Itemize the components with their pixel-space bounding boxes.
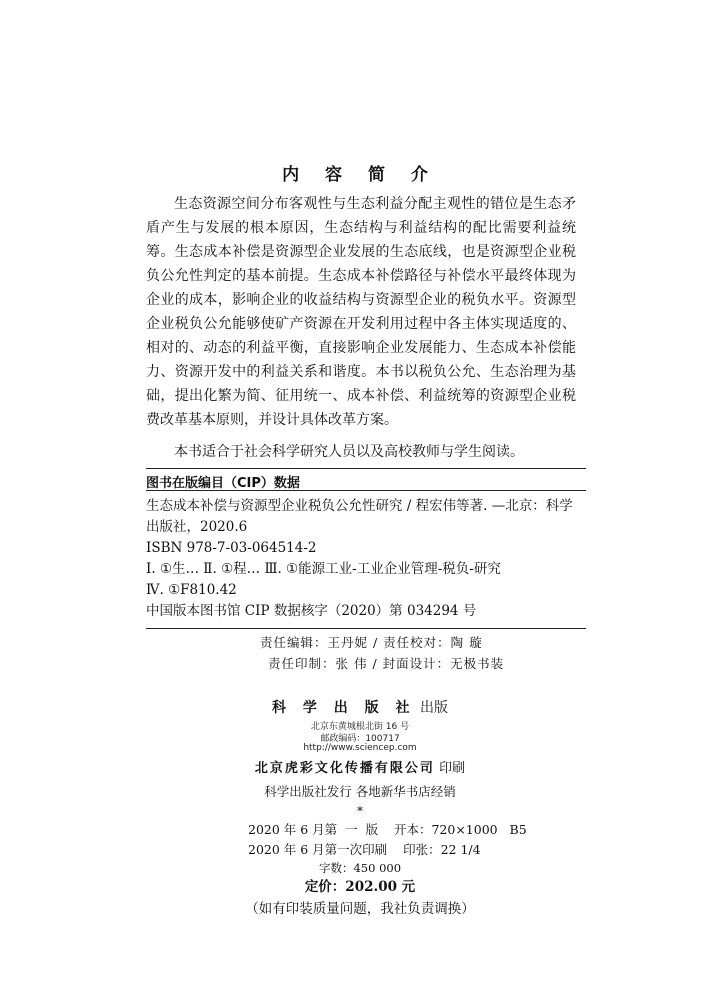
summary-body bbox=[146, 192, 576, 464]
distribution-line: 科学出版社发行 各地新华书店经销 bbox=[264, 784, 456, 799]
cip-line: Ⅰ. ①生… Ⅱ. ①程… Ⅲ. ①能源工业-工业企业管理-税负-研究 bbox=[146, 561, 501, 577]
cip-bottom-rule bbox=[146, 628, 586, 629]
summary-title: 内 容 简 介 bbox=[282, 165, 438, 185]
publisher-name: 科 学 出 版 社 bbox=[272, 700, 416, 716]
printer-suffix: 印刷 bbox=[434, 761, 466, 776]
price: 定价：202.00 元 bbox=[304, 879, 416, 895]
cip-line: 出版社，2020.6 bbox=[146, 519, 248, 535]
separator-star: * bbox=[357, 804, 363, 818]
cip-heading-rule bbox=[146, 490, 586, 491]
cip-top-rule bbox=[146, 468, 586, 469]
cip-line: 中国版本图书馆 CIP 数据核字（2020）第 034294 号 bbox=[146, 603, 477, 619]
printing-line: 2020 年 6 月第一次印刷 印张：22 1/4 bbox=[248, 842, 481, 857]
quality-note: （如有印装质量问题，我社负责调换） bbox=[245, 901, 475, 917]
edition-line: 2020 年 6 月第 一 版 开本：720×1000 B5 bbox=[248, 822, 527, 837]
summary-paragraph: 本书适合于社会科学研究人员以及高校教师与学生阅读。 bbox=[174, 444, 524, 460]
printer-name: 北京虎彩文化传播有限公司 bbox=[254, 761, 435, 776]
cip-heading: 图书在版编目（CIP）数据 bbox=[146, 476, 300, 491]
word-count: 字数：450 000 bbox=[318, 861, 402, 875]
cip-line: Ⅳ. ①F810.42 bbox=[146, 582, 237, 598]
publisher-suffix: 出版 bbox=[415, 700, 448, 716]
cip-line: 生态成本补偿与资源型企业税负公允性研究 / 程宏伟等著. —北京：科学 bbox=[146, 498, 573, 514]
production-credits: 责任印制：张 伟 / 封面设计：无极书装 bbox=[268, 656, 505, 671]
cip-body bbox=[146, 496, 586, 622]
publisher-postcode: 邮政编码：100717 bbox=[320, 734, 400, 744]
publisher-address: 北京东黄城根北街 16 号 bbox=[310, 722, 410, 732]
cip-line: ISBN 978-7-03-064514-2 bbox=[146, 540, 317, 556]
publisher-line bbox=[0, 697, 720, 717]
printer-line bbox=[0, 757, 720, 776]
editor-credits: 责任编辑：王丹妮 / 责任校对：陶 璇 bbox=[260, 635, 483, 650]
publisher-url: http://www.sciencep.com bbox=[303, 743, 417, 753]
summary-paragraph: 生态资源空间分布客观性与生态利益分配主观性的错位是生态矛盾产生与发展的根本原因，生态结构与利益结构的配比需要利益统筹。生态成本补偿是资源型企业发展的生态底线，也是资源型企业税负公允性判定的基本前提。生态成本补偿路径与补偿水平最终体现为企业的成本，影响企业的收益结构与资源型企业的税负水平。资源型企业税负公允能够使矿产资源在开发利用过程中各主体实现适度的、相对的、动态的利益平衡，直接影响企业发展能力、生态成本补偿能力、资源开发中的利益关系和谐度。本书以税负公允、生态治理为基础，提出化繁为简、征用统一、成本补偿、利益统筹的资源型企业税费改革基本原则，并设计具体改革方案。 bbox=[146, 196, 576, 428]
